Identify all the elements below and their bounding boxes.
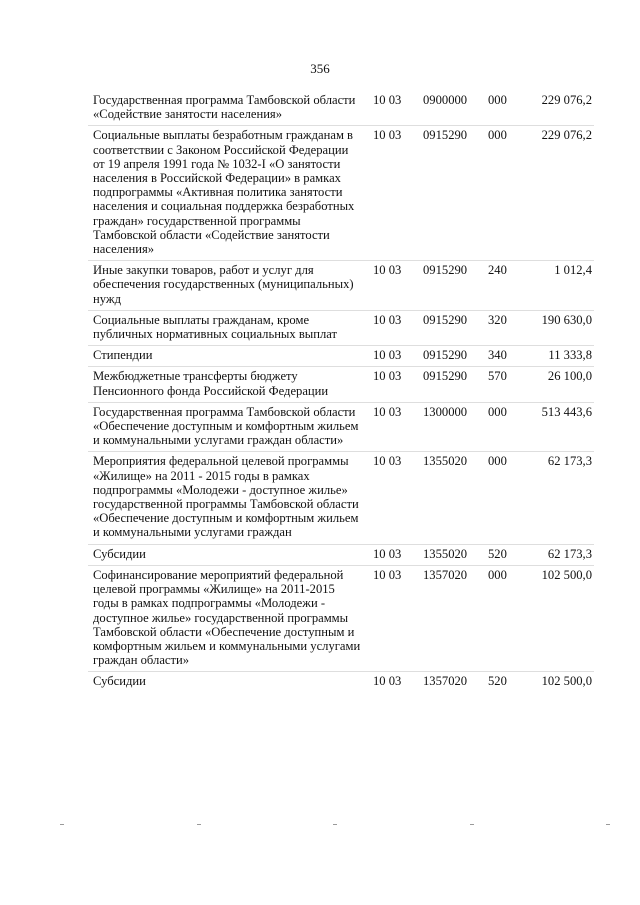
row-name: Иные закупки товаров, работ и услуг для обеспечения государственных (муниципальных) нужд	[88, 261, 367, 311]
row-target-code: 1355020	[421, 544, 485, 565]
row-target-code: 0915290	[421, 367, 485, 402]
table-row	[88, 452, 594, 544]
row-sum: 190 630,0	[523, 310, 594, 345]
row-sum: 62 173,3	[523, 452, 594, 544]
row-section-code: 10 03	[367, 402, 421, 452]
row-section-code: 10 03	[367, 452, 421, 544]
row-sum: 102 500,0	[523, 565, 594, 671]
row-sum: 11 333,8	[523, 346, 594, 367]
footer-dash	[60, 824, 64, 825]
row-section-code: 10 03	[367, 544, 421, 565]
row-name: Мероприятия федеральной целевой программы «Жилище» на 2011 - 2015 годы в рамках подпрограммы «Молодежи - доступное жилье» государственной программы Тамбовской области «Обеспечение доступным и комфортным жильем и коммунальными услугами граждан	[88, 452, 367, 544]
footer-dash	[470, 824, 474, 825]
table-row	[88, 261, 594, 311]
row-name: Субсидии	[88, 544, 367, 565]
row-name: Межбюджетные трансферты бюджету Пенсионного фонда Российской Федерации	[88, 367, 367, 402]
row-expense-type: 000	[485, 126, 523, 261]
row-expense-type: 240	[485, 261, 523, 311]
row-section-code: 10 03	[367, 367, 421, 402]
table-row	[88, 367, 594, 402]
row-target-code: 1355020	[421, 452, 485, 544]
row-expense-type: 520	[485, 544, 523, 565]
row-name: Государственная программа Тамбовской области «Обеспечение доступным и комфортным жильем и коммунальными услугами граждан области»	[88, 402, 367, 452]
row-expense-type: 000	[485, 402, 523, 452]
row-section-code: 10 03	[367, 346, 421, 367]
row-name: Стипендии	[88, 346, 367, 367]
row-section-code: 10 03	[367, 126, 421, 261]
row-expense-type: 000	[485, 565, 523, 671]
footer-dash	[606, 824, 610, 825]
row-target-code: 0915290	[421, 346, 485, 367]
row-sum: 229 076,2	[523, 91, 594, 126]
table-row	[88, 126, 594, 261]
table-row	[88, 402, 594, 452]
footer-dash	[333, 824, 337, 825]
table-row	[88, 672, 594, 693]
row-name: Субсидии	[93, 674, 146, 689]
row-target-code: 0915290	[421, 310, 485, 345]
row-expense-type: 520	[488, 674, 507, 689]
row-target-code: 1357020	[421, 565, 485, 671]
budget-table	[88, 91, 594, 693]
row-sum: 62 173,3	[523, 544, 594, 565]
table-row	[88, 565, 594, 671]
table-row	[88, 310, 594, 345]
row-target-code: 0915290	[421, 261, 485, 311]
row-name: Социальные выплаты безработным гражданам в соответствии с Законом Российской Федерации от 19 апреля 1991 года № 1032-I «О занятости населения в Российской Федерации» в рамках подпрограммы «Активная политика занятости населения и социальная поддержка безработных граждан» государственной программы Тамбовской области «Содействие занятости населения»	[88, 126, 367, 261]
row-sum: 229 076,2	[523, 126, 594, 261]
footer-dash	[197, 824, 201, 825]
row-section-code: 10 03	[367, 261, 421, 311]
row-sum: 102 500,0	[541, 674, 592, 689]
table-row	[88, 346, 594, 367]
row-expense-type: 320	[485, 310, 523, 345]
row-target-code: 0900000	[421, 91, 485, 126]
row-sum: 1 012,4	[523, 261, 594, 311]
row-target-code: 1357020	[423, 674, 468, 689]
footer-dash-marks	[60, 824, 610, 830]
row-expense-type: 570	[485, 367, 523, 402]
row-expense-type: 340	[485, 346, 523, 367]
row-section-code: 10 03	[373, 674, 402, 689]
row-sum: 513 443,6	[523, 402, 594, 452]
row-section-code: 10 03	[367, 310, 421, 345]
row-expense-type: 000	[485, 91, 523, 126]
row-target-code: 0915290	[421, 126, 485, 261]
row-name: Социальные выплаты гражданам, кроме публичных нормативных социальных выплат	[88, 310, 367, 345]
budget-table-body	[88, 91, 594, 693]
table-row	[88, 544, 594, 565]
row-target-code: 1300000	[421, 402, 485, 452]
table-row	[88, 91, 594, 126]
row-name: Софинансирование мероприятий федеральной целевой программы «Жилище» на 2011-2015 годы в рамках подпрограммы «Молодежи - доступное жилье» государственной программы Тамбовской области «Обеспечение доступным и комфортным жильем и коммунальными услугами граждан области»	[88, 565, 367, 671]
page-number: 356	[310, 61, 330, 76]
row-expense-type: 000	[485, 452, 523, 544]
row-section-code: 10 03	[367, 91, 421, 126]
row-section-code: 10 03	[367, 565, 421, 671]
row-name: Государственная программа Тамбовской области «Содействие занятости населения»	[88, 91, 367, 126]
row-sum: 26 100,0	[523, 367, 594, 402]
